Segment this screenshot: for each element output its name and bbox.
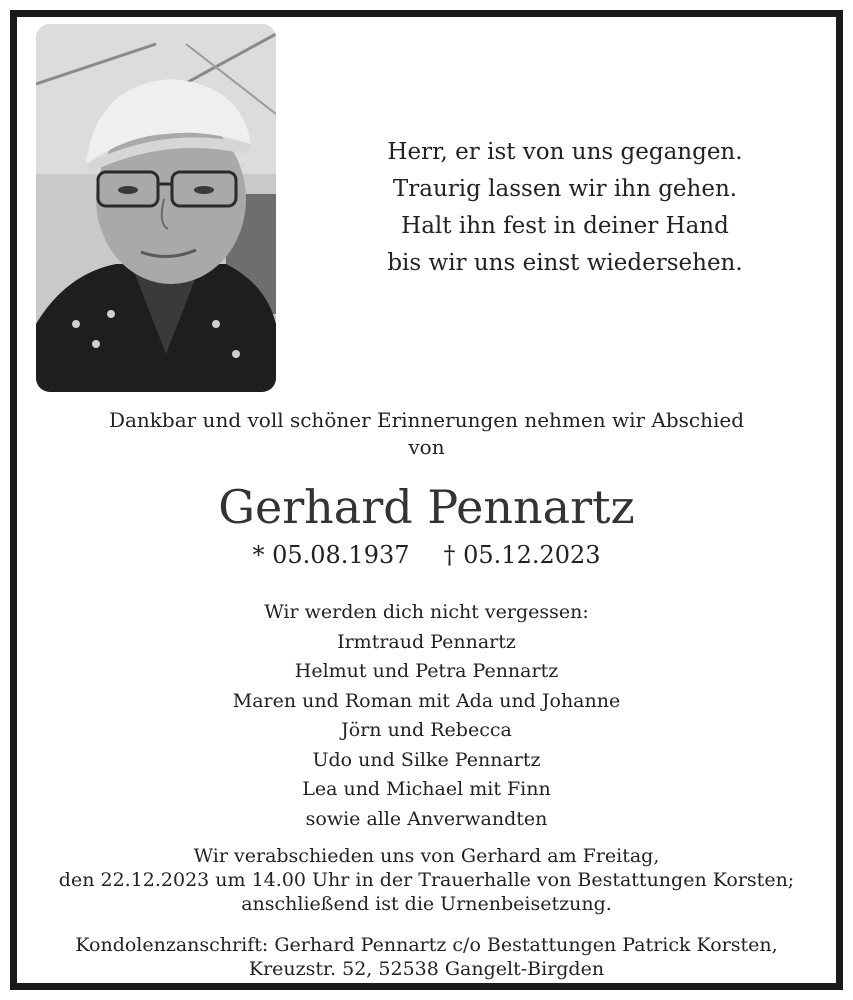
poem-line: bis wir uns einst wiedersehen. bbox=[387, 250, 743, 276]
address-line: Kreuzstr. 52, 52538 Gangelt-Birgden bbox=[248, 958, 605, 980]
mourner-item: Jörn und Rebecca bbox=[341, 719, 512, 741]
intro-line: Dankbar und voll schöner Erinnerungen nehmen wir Abschied bbox=[108, 408, 745, 432]
mourners-heading: Wir werden dich nicht vergessen: bbox=[264, 601, 589, 623]
portrait-photo bbox=[36, 24, 276, 392]
mourner-item: Udo und Silke Pennartz bbox=[312, 748, 541, 771]
poem-line: Herr, er ist von uns gegangen. bbox=[387, 139, 743, 165]
deceased-name: Gerhard Pennartz bbox=[218, 480, 635, 534]
condolence-address bbox=[20, 933, 833, 981]
death-date: † 05.12.2023 bbox=[443, 541, 601, 569]
mourner-item: sowie alle Anverwandten bbox=[305, 807, 548, 830]
service-line: Wir verabschieden uns von Gerhard am Freitag, bbox=[193, 845, 660, 867]
mourner-item: Maren und Roman mit Ada und Johanne bbox=[232, 689, 621, 712]
mourner-item: Irmtraud Pennartz bbox=[337, 630, 516, 653]
portrait-illustration bbox=[36, 24, 276, 392]
mourner-item: Helmut und Petra Pennartz bbox=[294, 660, 559, 682]
mourners-list bbox=[20, 598, 833, 834]
address-line: Kondolenzanschrift: Gerhard Pennartz c/o Bestattungen Patrick Korsten, bbox=[75, 934, 778, 956]
intro-line: von bbox=[408, 435, 445, 459]
poem-line: Traurig lassen wir ihn gehen. bbox=[392, 176, 738, 202]
birth-date: * 05.08.1937 bbox=[252, 541, 410, 569]
service-line: anschließend ist die Urnenbeisetzung. bbox=[241, 893, 612, 915]
service-line: den 22.12.2023 um 14.00 Uhr in der Trauerhalle von Bestattungen Korsten; bbox=[58, 869, 795, 891]
mourner-item: Lea und Michael mit Finn bbox=[302, 778, 551, 800]
farewell-intro bbox=[20, 407, 833, 461]
poem-line: Halt ihn fest in deiner Hand bbox=[401, 213, 729, 239]
life-dates bbox=[20, 538, 833, 572]
poem-verse bbox=[340, 134, 790, 282]
funeral-service-info bbox=[20, 844, 833, 916]
